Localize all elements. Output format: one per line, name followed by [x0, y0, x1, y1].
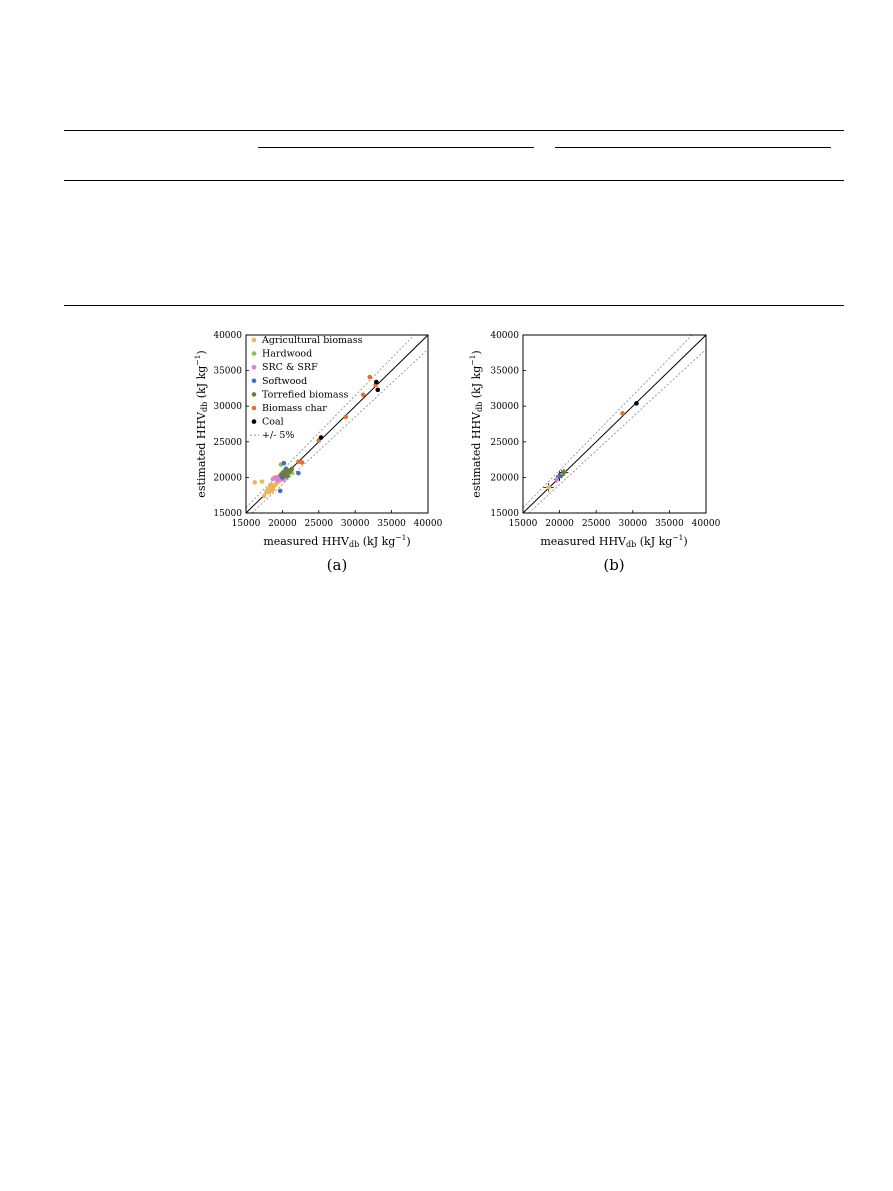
data-point [367, 375, 372, 380]
data-point [546, 485, 551, 490]
lower-band-line [523, 349, 706, 518]
data-point [282, 461, 287, 466]
y-tick-label: 20000 [213, 473, 242, 484]
x-tick-label: 20000 [268, 519, 297, 529]
upper-band-line [523, 321, 706, 508]
data-point [319, 435, 324, 440]
x-tick-label: 30000 [618, 519, 648, 529]
y-tick-label: 30000 [213, 402, 242, 413]
legend-marker [252, 406, 257, 411]
data-point [300, 460, 305, 465]
legend-marker [252, 338, 257, 343]
legend-marker [252, 379, 257, 384]
panel-caption-b: (b) [603, 556, 625, 574]
y-tick-label: 15000 [213, 509, 242, 519]
x-tick-label: 25000 [304, 519, 334, 529]
y-tick-label: 25000 [213, 437, 242, 448]
data-point [375, 388, 380, 393]
y-tick-label: 15000 [490, 509, 519, 519]
data-point [634, 401, 639, 406]
y-tick-labels [490, 331, 526, 519]
data-point [374, 380, 379, 385]
y-axis-label: estimated HHVdb (kJ $kg^{-1}$) [193, 350, 209, 498]
data-point [290, 467, 295, 472]
data-point [252, 480, 257, 485]
y-tick-label: 30000 [490, 402, 519, 413]
legend-entry: Torrefied biomass [262, 389, 349, 401]
legend-entry: Biomass char [262, 403, 327, 414]
legend-marker [252, 351, 257, 356]
legend-entry: Agricultural biomass [262, 335, 363, 346]
data-point [262, 494, 267, 499]
x-tick-label: 40000 [691, 519, 721, 529]
legend-entry-band: +/- 5% [262, 430, 295, 442]
data-point [270, 488, 275, 493]
legend-marker [252, 365, 257, 370]
panel-b [468, 321, 721, 574]
x-tick-label: 15000 [231, 519, 261, 529]
x-tick-label: 30000 [340, 519, 370, 529]
legend-entry: Hardwood [262, 348, 313, 360]
y-tick-labels [213, 331, 249, 519]
x-tick-label: 35000 [655, 519, 684, 529]
y-tick-label: 25000 [490, 437, 519, 448]
panel-a [193, 321, 443, 574]
data-point [361, 393, 366, 398]
legend-marker [252, 392, 257, 397]
data-point [284, 474, 289, 479]
y-tick-label: 40000 [490, 331, 519, 341]
legend-entry: Softwood [262, 375, 308, 387]
y-tick-label: 35000 [490, 366, 519, 377]
data-point [554, 477, 559, 482]
y-tick-label: 40000 [213, 331, 242, 341]
x-tick-label: 35000 [377, 519, 406, 529]
legend-marker [252, 419, 257, 424]
data-point [278, 489, 283, 494]
x-tick-label: 20000 [545, 519, 574, 529]
panel-caption-a: (a) [326, 556, 348, 574]
data-point [260, 479, 265, 484]
x-axis-label: measured HHVdb (kJ $kg^{-1}$) [263, 533, 411, 549]
data-point [343, 415, 348, 420]
data-point [557, 474, 562, 479]
data-point [620, 411, 625, 416]
legend-entry: SRC & SRF [262, 362, 318, 374]
y-tick-label: 20000 [490, 473, 519, 484]
x-axis-label: measured HHVdb (kJ $kg^{-1}$) [540, 533, 688, 549]
data-point [562, 470, 567, 475]
data-point [296, 471, 301, 476]
x-tick-label: 25000 [581, 519, 611, 529]
x-tick-label: 15000 [508, 519, 538, 529]
y-tick-label: 35000 [213, 366, 242, 377]
legend-entry: Coal [262, 416, 284, 428]
y-axis-label: estimated HHVdb (kJ $kg^{-1}$) [468, 350, 484, 498]
x-tick-label: 40000 [413, 519, 443, 529]
